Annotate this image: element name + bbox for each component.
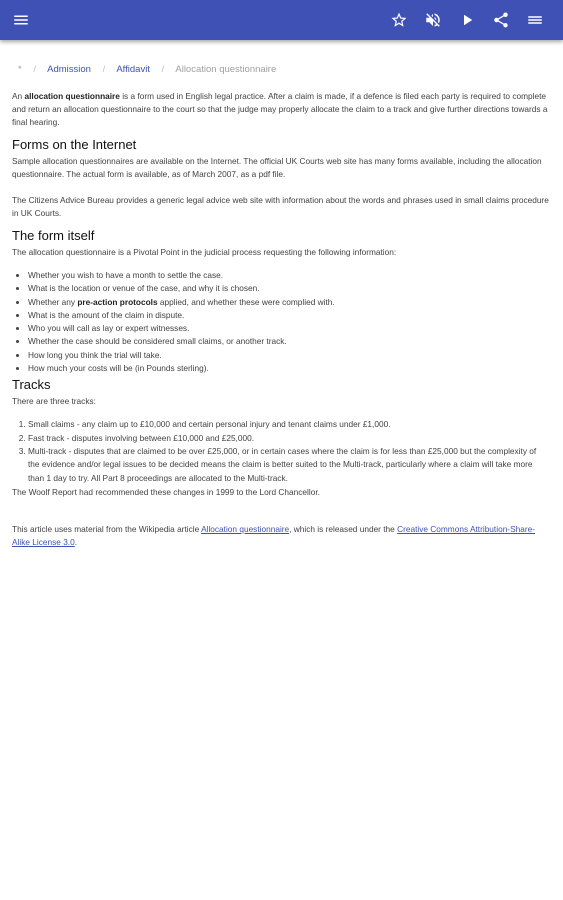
star-icon[interactable] — [387, 8, 411, 32]
list-item: • Who you will call as lay or expert witnesses. — [28, 322, 550, 335]
list-item: • Whether you wish to have a month to settle the case. — [28, 269, 550, 282]
menu-icon[interactable] — [9, 8, 33, 32]
forms-paragraph-1: Sample allocation questionnaires are available on the Internet. The official UK Courts web site has many forms available, including the allocation questionnaire. The actual form is available, as of March 2007, as a pdf file. — [12, 156, 542, 179]
share-icon[interactable] — [489, 8, 513, 32]
text-size-icon[interactable] — [523, 8, 547, 32]
list-item: • How long you think the trial will take. — [28, 349, 550, 362]
volume-off-icon[interactable] — [421, 8, 445, 32]
tracks-list — [12, 418, 550, 484]
list-item: • What is the amount of the claim in dispute. — [28, 309, 550, 322]
license-link[interactable]: Creative Commons Attribution-Share-Alike License 3.0 — [12, 523, 535, 547]
form-itself-intro: The allocation questionnaire is a Pivotal Point in the judicial process requesting the following information: — [12, 247, 397, 257]
intro-paragraph: An allocation questionnaire is a form used in English legal practice. After a claim is made, if a defence is filed each party is required to complete and return an allocation questionnaire to the court so that the judge may properly allocate the claim to a track and give further directions towards a final hearing. — [12, 91, 548, 127]
breadcrumb-current: Allocation questionnaire — [175, 64, 277, 75]
list-item: 2. Fast track - disputes involving between £10,000 and £25,000. — [28, 432, 550, 445]
forms-heading: Forms on the Internet — [12, 137, 137, 152]
tracks-intro: There are three tracks: — [12, 396, 96, 407]
forms-paragraph-2: The Citizens Advice Bureau provides a generic legal advice web site with information about the words and phrases used in small claims procedure in UK Courts. — [12, 195, 549, 218]
app-bar — [0, 0, 563, 40]
wikipedia-article-link[interactable]: Allocation questionnaire — [201, 523, 290, 534]
tracks-footer: The Woolf Report had recommended these changes in 1999 to the Lord Chancellor. — [12, 486, 320, 497]
breadcrumb: * / Admission / Affidavit / Allocation questionnaire — [18, 64, 277, 75]
list-item: 1. Small claims - any claim up to £10,000 and certain personal injury and tenant claims under £1,000. — [28, 418, 550, 431]
form-itself-list — [12, 269, 550, 375]
attribution: This article uses material from the Wikipedia article Allocation questionnaire, which is released under the Creative Commons Attribution-Share-Alike License 3.0. — [12, 523, 535, 547]
list-item: 3. Multi-track - disputes that are claimed to be over £25,000, or in certain cases where the claim is for less than £25,000 but the complexity of the evidence and/or legal issues to be decided means the claim is better suited to the Multi-track, particularly where a claim will take more than 1 day to try. All Part 8 proceedings are allocated to the Multi-track. — [28, 445, 550, 485]
list-item: • What is the location or venue of the case, and why it is chosen. — [28, 282, 550, 295]
article-content — [12, 60, 550, 549]
breadcrumb-affidavit[interactable]: Affidavit — [116, 64, 150, 75]
tracks-heading: Tracks — [12, 377, 51, 393]
breadcrumb-home[interactable]: * — [18, 64, 22, 75]
intro-term: allocation questionnaire — [24, 91, 120, 101]
list-item: • How much your costs will be (in Pounds sterling). — [28, 362, 550, 375]
breadcrumb-admission[interactable]: Admission — [47, 64, 91, 75]
form-itself-heading: The form itself — [12, 228, 95, 243]
play-icon[interactable] — [455, 8, 479, 32]
list-item: • Whether any pre-action protocols applied, and whether these were complied with. — [28, 296, 550, 309]
list-item: • Whether the case should be considered small claims, or another track. — [28, 335, 550, 348]
